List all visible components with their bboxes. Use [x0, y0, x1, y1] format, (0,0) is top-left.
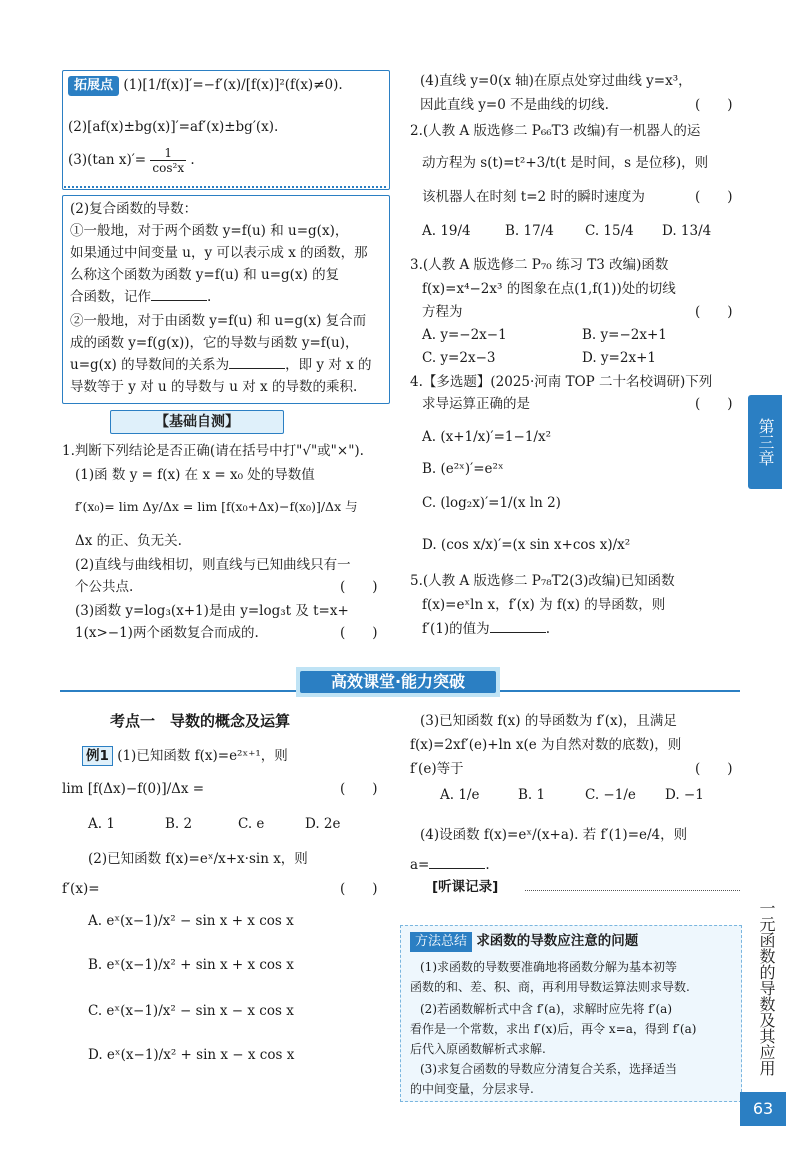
answer-paren[interactable]: ( ) — [340, 781, 378, 797]
q3-option-a[interactable]: A. y=−2x−1 — [422, 327, 507, 343]
q1-item-2-end: 个公共点. — [75, 579, 134, 595]
ex1-option-c[interactable]: C. e — [238, 816, 265, 832]
method-p2: (2)若函数解析式中含 f′(a)，求解时应先将 f′(a) — [420, 1002, 672, 1016]
q4-option-c[interactable]: C. (log₂x)′=1/(x ln 2) — [422, 495, 561, 511]
composite-text: ，即 y 对 x 的 — [285, 357, 372, 373]
q1-item-1-end: Δx 的正、负无关. — [75, 533, 182, 549]
ex1-part3-2: f(x)=2xf′(e)+ln x(e 为自然对数的底数)，则 — [410, 737, 682, 753]
composite-line-2: ①一般地，对于两个函数 y=f(u) 和 u=g(x)， — [70, 223, 349, 239]
basic-self-test-heading: 【基础自测】 — [110, 410, 284, 434]
tan-derivative-label: (3)(tan x)′= — [68, 152, 147, 168]
q1-item-4: (4)直线 y=0(x 轴)在原点处穿过曲线 y=x³， — [420, 73, 692, 89]
answer-paren[interactable]: ( ) — [340, 881, 378, 897]
ex1-part3-option-c[interactable]: C. −1/e — [585, 787, 636, 803]
q3-option-b[interactable]: B. y=−2x+1 — [582, 327, 667, 343]
ex1-part3-option-a[interactable]: A. 1/e — [440, 787, 480, 803]
tan-derivative-fraction — [150, 146, 186, 175]
period: . — [190, 152, 195, 168]
chapter-title-vertical: 一元函数的导数及其应用 — [757, 900, 776, 1076]
ex1-part2-option-a[interactable]: A. eˣ(x−1)/x² − sin x + x cos x — [88, 913, 294, 929]
composite-line-3: 如果通过中间变量 u，y 可以表示成 x 的函数，那 — [70, 245, 368, 261]
answer-paren[interactable]: ( ) — [695, 189, 733, 205]
q1-item-2: (2)直线与曲线相切，则直线与已知曲线只有一 — [75, 557, 351, 573]
ex1-part3-3: f′(e)等于 — [410, 761, 464, 777]
frac-numerator: 1 — [150, 146, 186, 161]
method-tag: 方法总结 — [410, 932, 472, 952]
composite-heading: (2)复合函数的导数： — [70, 201, 198, 217]
q2-option-d[interactable]: D. 13/4 — [662, 223, 712, 239]
q1-stem: 1.判断下列结论是否正确(请在括号中打"√"或"×"). — [62, 443, 364, 459]
method-p3: (3)求复合函数的导数应分清复合关系，选择适当 — [420, 1062, 677, 1076]
method-p1b: 函数的和、差、积、商，再利用导数运算法则求导数. — [410, 980, 690, 994]
method-p1: (1)求函数的导数要准确地将函数分解为基本初等 — [420, 960, 677, 974]
answer-blank[interactable] — [429, 856, 485, 869]
method-p2b: 看作是一个常数，求出 f′(x)后，再令 x=a，得到 f′(a) — [410, 1022, 697, 1036]
ex1-option-b[interactable]: B. 2 — [165, 816, 193, 832]
q3-stem-2: f(x)=x⁴−2x³ 的图象在点(1,f(1))处的切线 — [422, 281, 676, 297]
ex1-part4-ask: a= . — [410, 857, 490, 873]
ex1-text: a= — [410, 857, 430, 873]
page-number: 63 — [740, 1092, 786, 1126]
ex1-part2-option-c[interactable]: C. eˣ(x−1)/x² − sin x − x cos x — [88, 1003, 294, 1019]
q3-option-d[interactable]: D. y=2x+1 — [582, 350, 656, 366]
ex1-text: (1)已知函数 f(x)=e²ˣ⁺¹，则 — [117, 748, 288, 764]
q4-option-b[interactable]: B. (e²ˣ)′=e²ˣ — [422, 461, 504, 477]
ex1-part2: (2)已知函数 f(x)=eˣ/x+x·sin x，则 — [88, 851, 308, 867]
q1-item-1: (1)函 数 y = f(x) 在 x = x₀ 处的导数值 — [75, 467, 315, 483]
composite-line-4: 么称这个函数为函数 y=f(u) 和 u=g(x) 的复 — [70, 267, 340, 283]
q3-stem-3: 方程为 — [422, 304, 463, 320]
chapter-tab[interactable]: 第三章 — [748, 395, 782, 489]
q4-option-a[interactable]: A. (x+1/x)′=1−1/x² — [422, 429, 551, 445]
extension-formula-3 — [68, 146, 195, 175]
lecture-notes-label: [听课记录] — [432, 879, 499, 895]
notes-line — [525, 890, 740, 891]
q3-stem-1: 3.(人教 A 版选修二 P₇₀ 练习 T3 改编)函数 — [410, 257, 669, 273]
dotted-divider — [64, 186, 386, 188]
method-p3b: 的中间变量，分层求导. — [410, 1082, 534, 1096]
extension-formula-2: (2)[af(x)±bg(x)]′=af′(x)±bg′(x). — [68, 119, 279, 135]
answer-paren[interactable]: ( ) — [695, 304, 733, 320]
section-banner: 高效课堂·能力突破 — [300, 671, 496, 693]
answer-paren[interactable]: ( ) — [340, 625, 378, 641]
answer-blank[interactable] — [490, 620, 546, 633]
composite-line-6: ②一般地，对于由函数 y=f(u) 和 u=g(x) 复合而 — [70, 313, 367, 329]
q1-item-4-end: 因此直线 y=0 不是曲线的切线. — [420, 97, 609, 113]
q5-stem-2: f(x)=eˣln x，f′(x) 为 f(x) 的导函数，则 — [422, 597, 666, 613]
composite-line-8 — [70, 356, 372, 374]
ex1-part3-option-d[interactable]: D. −1 — [665, 787, 704, 803]
method-heading — [410, 932, 638, 952]
answer-paren[interactable]: ( ) — [695, 761, 733, 777]
frac-denominator: cos²x — [152, 161, 185, 175]
q2-stem-1: 2.(人教 A 版选修二 P₆₆T3 改编)有一机器人的运 — [410, 123, 701, 139]
answer-paren[interactable]: ( ) — [695, 97, 733, 113]
extension-line-1 — [68, 76, 343, 96]
composite-line-5: 合函数，记作 . — [70, 289, 212, 305]
ex1-line-1 — [82, 746, 288, 766]
q3-option-c[interactable]: C. y=2x−3 — [422, 350, 496, 366]
composite-line-9: 导数等于 y 对 u 的导数与 u 对 x 的导数的乘积. — [70, 379, 358, 395]
q2-stem-2: 动方程为 s(t)=t²+3/t(t 是时间，s 是位移)，则 — [422, 155, 709, 171]
ex1-part2-option-b[interactable]: B. eˣ(x−1)/x² + sin x + x cos x — [88, 957, 294, 973]
q4-option-d[interactable]: D. (cos x/x)′=(x sin x+cos x)/x² — [422, 537, 631, 553]
q4-stem-1: 4.【多选题】(2025·河南 TOP 二十名校调研)下列 — [410, 374, 713, 390]
answer-paren[interactable]: ( ) — [695, 396, 733, 412]
q2-stem-3: 该机器人在时刻 t=2 时的瞬时速度为 — [422, 189, 645, 205]
composite-text: u=g(x) 的导数间的关系为 — [70, 357, 230, 373]
answer-blank[interactable] — [229, 356, 285, 369]
q5-stem-1: 5.(人教 A 版选修二 P₇₈T2(3)改编)已知函数 — [410, 573, 675, 589]
q2-option-c[interactable]: C. 15/4 — [585, 223, 634, 239]
kaodian-title: 考点一 导数的概念及运算 — [110, 712, 291, 730]
example-tag: 例1 — [82, 746, 113, 766]
ex1-limit: lim [f(Δx)−f(0)]/Δx = — [62, 781, 205, 797]
q1-item-3: (3)函数 y=log₃(x+1)是由 y=log₃t 及 t=x+ — [75, 603, 349, 619]
q1-limit-formula: f′(x₀)= lim Δy/Δx = lim [f(x₀+Δx)−f(x₀)]/Δx 与 — [75, 499, 358, 514]
q5-stem-3: f′(1)的值为 . — [422, 621, 550, 637]
ex1-part3-1: (3)已知函数 f(x) 的导函数为 f′(x)，且满足 — [420, 713, 677, 729]
composite-line-7: 成的函数 y=f(g(x))，它的导数与函数 y=f(u)， — [70, 335, 359, 351]
answer-paren[interactable]: ( ) — [340, 579, 378, 595]
ex1-part2-ask: f′(x)= — [62, 881, 100, 897]
extension-formula-1: (1)[1/f(x)]′=−f′(x)/[f(x)]²(f(x)≠0). — [123, 77, 343, 93]
method-title: 求函数的导数应注意的问题 — [476, 933, 639, 949]
q4-stem-2: 求导运算正确的是 — [422, 396, 530, 412]
extension-tag: 拓展点 — [68, 76, 119, 96]
method-p2c: 后代入原函数解析式求解. — [410, 1042, 546, 1056]
composite-text: 合函数，记作 — [70, 289, 151, 305]
ex1-part4: (4)设函数 f(x)=eˣ/(x+a). 若 f′(1)=e/4，则 — [420, 827, 688, 843]
q2-option-a[interactable]: A. 19/4 — [422, 223, 471, 239]
answer-blank[interactable] — [151, 288, 207, 301]
ex1-option-a[interactable]: A. 1 — [88, 816, 115, 832]
q1-item-3-end: 1(x>−1)两个函数复合而成的. — [75, 625, 259, 641]
ex1-part2-option-d[interactable]: D. eˣ(x−1)/x² + sin x − x cos x — [88, 1047, 295, 1063]
ex1-option-d[interactable]: D. 2e — [305, 816, 341, 832]
q2-option-b[interactable]: B. 17/4 — [505, 223, 554, 239]
ex1-part3-option-b[interactable]: B. 1 — [518, 787, 546, 803]
q5-text: f′(1)的值为 — [422, 621, 490, 637]
